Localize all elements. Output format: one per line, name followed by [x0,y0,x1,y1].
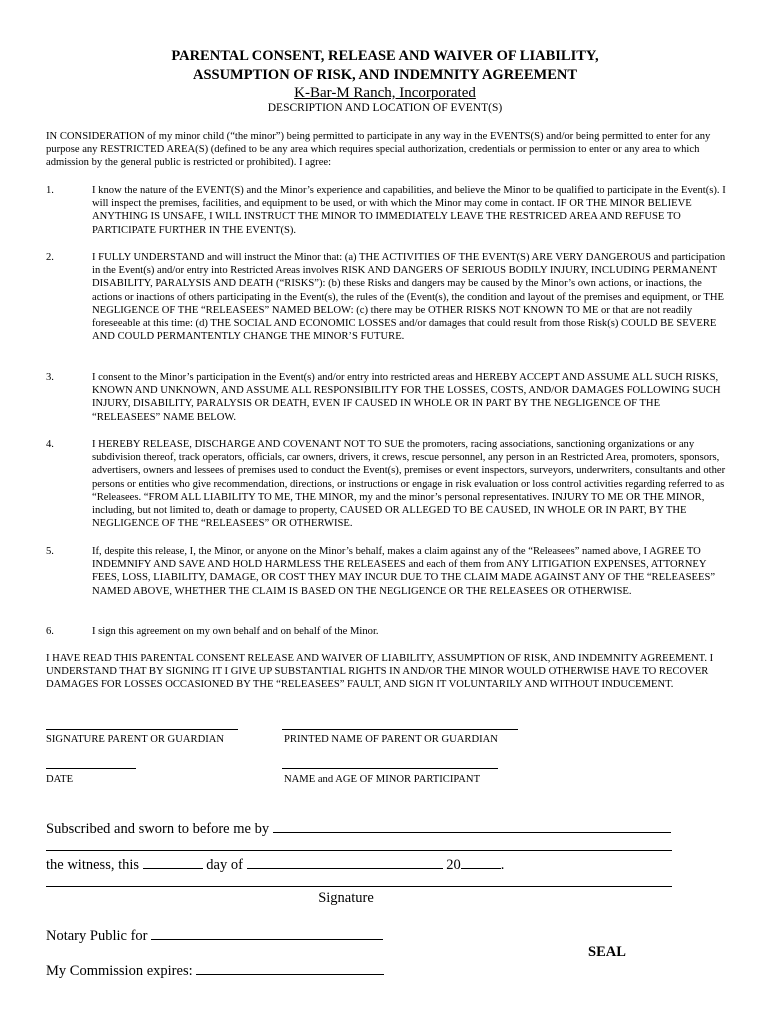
day-field[interactable] [143,854,203,869]
day-of-label: day of [206,857,243,873]
commission-expiry-field[interactable] [196,960,384,975]
intro-paragraph: IN CONSIDERATION of my minor child (“the minor”) being permitted to participate in any way in the EVENTS(S) and/or being permitted to enter for any purpose any RESTRICTED AREA(S) (defined to be any area which requires special authorization, credentials or permission to enter or any area to which admission by the general public is restricted or prohibited). I agree: [46,131,711,169]
notary-signature-label: Signature [318,890,374,906]
acknowledgement-paragraph: I HAVE READ THIS PARENTAL CONSENT RELEASE AND WAIVER OF LIABILITY, ASSUMPTION OF RISK, AND INDEMNITY AGREEMENT. I UNDERSTAND THAT BY SIGNING IT I GIVE UP SUBSTANTIAL RIGHTS IN AND/OR THE MINOR WOULD OTHERWISE HAVE TO RECOVER DAMAGES FOR LOSSES OCCASIONED BY THE “RELEASEES” FAULT, AND SIGN IT VOLUNTARILY AND WITHOUT INDUCEMENT. [46,653,714,691]
clause-text: I consent to the Minor’s participation in the Event(s) and/or entry into restricted areas and HEREBY ACCEPT AND ASSUME ALL SUCH RISKS, KNOWN AND UNKNOWN, AND ASSUME ALL RESPONSIBILITY FOR THE LOSSES, COSTS, AND/OR DAMAGES FOLLOWING SUCH INJURY, DISABILITY, PARALYSIS OR DEATH, EVEN IF CAUSED IN WHOLE OR IN PART BY THE NEGLIGENCE OF THE “RELEASEES” NAME BELOW. [92,372,721,423]
clause-text: I HEREBY RELEASE, DISCHARGE AND COVENANT NOT TO SUE the promoters, racing associations, sanctioning organizations or any subdivision thereof, track operators, officials, car owners, drivers, it crews, rescue personnel, any person in an Restricted Area, promoters, sponsors, advertisers, owners and lessees of premises used to conduct the Event(s), premises or event inspectors, surveyors, underwriters, consultants and other persons or entities who give recommendation, directions, or instructions or engage in risk evaluation or loss control activities regarding referred to as “Releasees. “FROM ALL LIABILITY TO ME, THE MINOR, my and the minor’s personal representatives. INJURY TO ME OR THE MINOR, including, but not limited to, death or damage to property, CAUSED OR ALLEGED TO BE CAUSED, IN WHOLE OR IN PART, BY THE NEGLIGENCE OF THE “RELEASEES” OR OTHERWISE. [92,439,726,530]
witness-label: the witness, this [46,857,140,873]
clause-3 [46,371,728,424]
sworn-by-continuation-line[interactable] [46,850,672,851]
commission-row [46,960,384,980]
clause-1 [46,184,728,237]
year-field[interactable] [461,854,501,869]
sworn-by-field[interactable] [273,818,671,833]
clause-number: 4. [46,439,54,450]
clause-2 [46,251,728,343]
commission-label: My Commission expires: [46,963,193,979]
company-name: K-Bar-M Ranch, Incorporated [294,85,476,101]
clause-text: I FULLY UNDERSTAND and will instruct the Minor that: (a) THE ACTIVITIES OF THE EVENT(S) ARE VERY DANGEROUS and participation in the Event(s) and/or entry into Restricted Areas involves RISK AND DANGERS OF SERIOUS BODILY INJURY, INCLUDING PERMANENT DISABILITY, PARALYSIS AND DEATH (“RISKS”): (b) these Risks and dangers may be caused by the Minor’s own actions, or inactions, the actions or inactions of others participating in the Event(s), the rules of the (Event(s), the condition and layout of the premises and equipment, or THE NEGLIGENCE OF THE “RELEASEES” NAMED BELOW: (c) there may be OTHER RISKS NOT KNOWN TO ME or that are not readily foreseeable at this time: (d) THE SOCIAL AND ECONOMIC LOSSES and/or damages that could result from those Risk(s) COULD BE SEVERE AND COULD PERMANTENTLY CHANGE THE MINOR’S FUTURE. [92,252,726,343]
subscribed-sworn-row [46,818,671,838]
month-field[interactable] [247,854,443,869]
notary-public-row [46,925,383,945]
clause-number: 5. [46,546,54,557]
subscribed-label: Subscribed and sworn to before me by [46,821,270,837]
notary-signature-line[interactable] [46,886,672,887]
seal-label: SEAL [588,944,626,960]
clause-5 [46,545,728,598]
clause-6 [46,625,728,638]
title-line-1: PARENTAL CONSENT, RELEASE AND WAIVER OF LIABILITY, [171,48,599,64]
printed-name-label: PRINTED NAME OF PARENT OR GUARDIAN [284,734,498,745]
minor-name-age-line[interactable] [282,768,498,769]
clause-number: 2. [46,252,54,263]
minor-name-age-label: NAME and AGE OF MINOR PARTICIPANT [284,774,481,785]
clause-number: 6. [46,626,54,637]
notary-public-label: Notary Public for [46,928,148,944]
year-prefix: 20 [446,857,461,873]
clause-text: I know the nature of the EVENT(S) and the Minor’s experience and capabilities, and believe the Minor to be qualified to participate in the Event(s). I will inspect the premises, facilities, and equipment to be used, or with which the Minor may come in contact. IF OR THE MINOR BELIEVE ANYTHING IS UNSAFE, I WILL INSTRUCT THE MINOR TO IMMEDIATELY LEAVE THE RESTRICED AREA AND REFUSE TO PARTICIPATE FURTHER IN THE EVENT(S). [92,185,726,236]
event-description-heading: DESCRIPTION AND LOCATION OF EVENT(S) [267,102,503,114]
clause-text: If, despite this release, I, the Minor, or anyone on the Minor’s behalf, makes a claim against any of the “Releasees” named above, I AGREE TO INDEMNIFY AND SAVE AND HOLD HARMLESS THE RELEASEES and each of them from ANY LITIGATION EXPENSES, ATTORNEY FEES, LOSS, LIABILITY, DAMAGE, OR COST THEY MAY INCUR DUE TO THE CLAIM MADE AGAINST ANY OF THE “RELEASEES” NAMED ABOVE, WHETHER THE CLAIM IS BASED ON THE NEGLIGENCE OR THE RELEASEES OR OTHERWISE. [92,546,716,597]
notary-public-field[interactable] [151,925,383,940]
clause-number: 3. [46,372,54,383]
clause-4 [46,438,728,530]
parent-signature-line[interactable] [46,729,238,730]
printed-name-line[interactable] [282,729,518,730]
clause-text: I sign this agreement on my own behalf and on behalf of the Minor. [92,626,379,637]
title-line-2: ASSUMPTION OF RISK, AND INDEMNITY AGREEMENT [192,67,578,83]
year-suffix: . [500,857,505,873]
parent-signature-label: SIGNATURE PARENT OR GUARDIAN [46,734,225,745]
date-label: DATE [46,774,74,785]
clause-number: 1. [46,185,54,196]
witness-date-row [46,854,504,874]
date-line[interactable] [46,768,136,769]
